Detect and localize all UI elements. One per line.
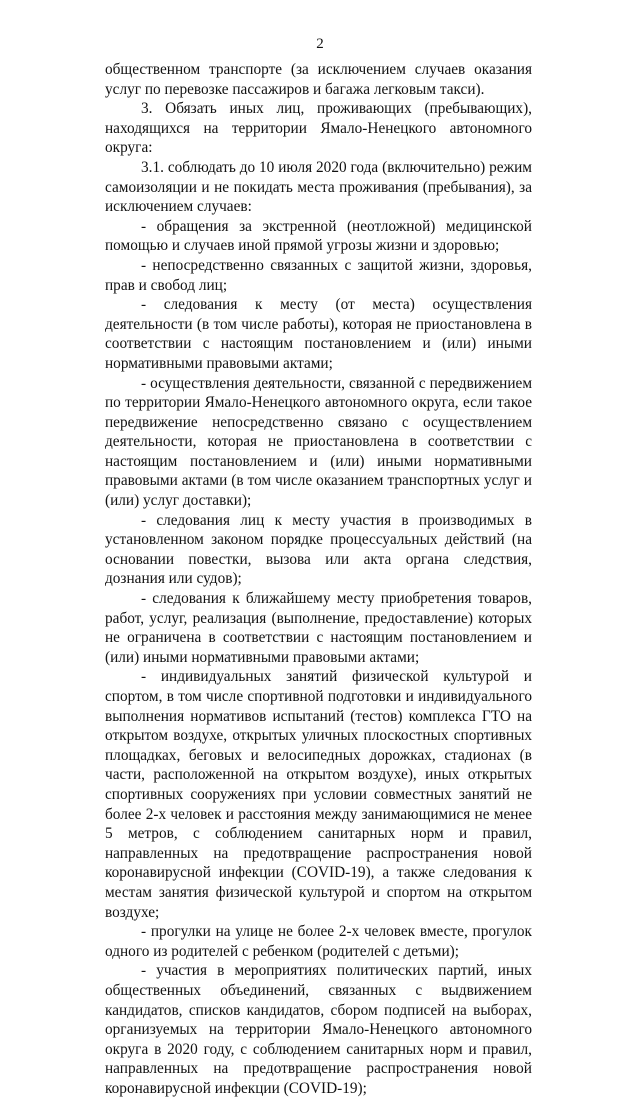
- list-item-political-events: - участия в мероприятиях политических партий, иных общественных объединений, связанных с выдвижением кандидатов, списков кандидатов, сбором подписей на выборах, организуемых на территории Ямало-Ненецкого автономного округа в 2020 году, с соблюдением санитарных норм и правил, направленных на предотвращение распространения новой коронавирусной инфекции (COVID-19);: [105, 962, 532, 1097]
- list-item-travel-to-work: - следования к месту (от места) осуществления деятельности (в том числе работы), которая не приостановлена в соответствии с настоящим постановлением и (или) иными нормативными правовыми актами;: [105, 296, 532, 372]
- document-body: [105, 60, 532, 1098]
- paragraph-item-3-1: 3.1. соблюдать до 10 июля 2020 года (включительно) режим самоизоляции и не покидать места проживания (пребывания), за исключением случаев:: [105, 158, 532, 216]
- list-item-protection-of-life: - непосредственно связанных с защитой жизни, здоровья, прав и свобод лиц;: [105, 256, 532, 294]
- list-item-nearest-shop: - следования к ближайшему месту приобретения товаров, работ, услуг, реализация (выполнение, предоставление) которых не ограничена в соответствии с настоящим постановлением и (или) иными нормативными правовыми актами;: [105, 590, 532, 666]
- paragraph-item-3: 3. Обязать иных лиц, проживающих (пребывающих), находящихся на территории Ямало-Ненецкого автономного округа:: [105, 100, 532, 157]
- page-number: 2: [316, 36, 324, 52]
- list-item-walks: - прогулки на улице не более 2-х человек вместе, прогулок одного из родителей с ребенком (родителей с детьми);: [105, 923, 532, 960]
- list-item-emergency-care: - обращения за экстренной (неотложной) медицинской помощью и случаев иной прямой угрозы жизни и здоровью;: [105, 217, 532, 255]
- list-item-sports: - индивидуальных занятий физической культурой и спортом, в том числе спортивной подготовки и индивидуального выполнения нормативов испытаний (тестов) комплекса ГТО на открытом воздухе, открытых уличных плоскостных спортивных площадках, беговых и велосипедных дорожках, стадионах (в части, расположенной на открытом воздухе), иных открытых спортивных сооружениях при условии совместных занятий не более 2-х человек и расстояния между занимающимися не менее 5 метров, с соблюдением санитарных норм и правил, направленных на предотвращение распространения новой коронавирусной инфекции (COVID-19), а также следования к местам занятия физической культурой и спортом на открытом воздухе;: [105, 668, 532, 921]
- paragraph-continuation: общественном транспорте (за исключением случаев оказания услуг по перевозке пассажиров и багажа легковым такси).: [105, 61, 532, 98]
- list-item-procedural-actions: - следования лиц к месту участия в производимых в установленном законом порядке процессуальных действий (на основании повестки, вызова или акта органа следствия, дознания или судов);: [105, 511, 532, 588]
- list-item-activity-movement: - осуществления деятельности, связанной с передвижением по территории Ямало-Ненецкого автономного округа, если такое передвижение непосредственно связано с осуществлением деятельности, которая не приостановлена в соответствии с настоящим постановлением и (или) иными нормативными правовыми актами (в том числе оказанием транспортных услуг и (или) услуг доставки);: [105, 374, 532, 510]
